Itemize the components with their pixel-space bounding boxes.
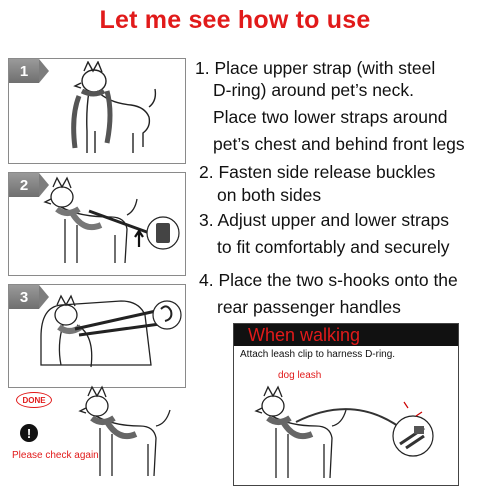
instruction-line-8: to fit comfortably and securely [217, 237, 450, 257]
when-walking-panel [233, 323, 459, 486]
step-number: 2 [19, 176, 29, 194]
instruction-line-6: on both sides [217, 185, 322, 205]
step-1-tab [9, 59, 39, 83]
instruction-line-3: Place two lower straps around [213, 107, 448, 127]
check-again-text: Please check again [12, 450, 99, 461]
instruction-line-10: rear passenger handles [217, 297, 401, 317]
step-number: 3 [19, 288, 29, 306]
instruction-line-1: 1. Place upper strap (with steel [195, 58, 436, 78]
dog-fitted-harness-illustration [74, 384, 184, 484]
step-3-panel [8, 284, 186, 388]
when-walking-subtitle: Attach leash clip to harness D-ring. [240, 349, 396, 360]
dog-collar-illustration [49, 61, 159, 161]
step-2-panel [8, 172, 186, 276]
step-1-panel [8, 58, 186, 164]
dog-harness-illustration [35, 175, 183, 275]
instruction-line-2: D-ring) around pet’s neck. [213, 80, 415, 100]
done-badge [16, 392, 52, 408]
warning-icon: ! [20, 424, 38, 442]
instruction-line-7: 3. Adjust upper and lower straps [199, 210, 450, 230]
instruction-line-9: 4. Place the two s-hooks onto the [199, 270, 458, 290]
when-walking-title: When walking [234, 324, 458, 346]
instruction-line-5: 2. Fasten side release buckles [199, 162, 436, 182]
instruction-line-4: pet’s chest and behind front legs [213, 134, 465, 154]
page-title: Let me see how to use [99, 6, 371, 34]
dog-leash-label: dog leash [278, 370, 322, 381]
dog-leash-illustration [238, 364, 456, 484]
dog-car-seat-illustration [35, 287, 185, 387]
step-number: 1 [19, 62, 29, 80]
done-label: DONE [16, 392, 52, 408]
